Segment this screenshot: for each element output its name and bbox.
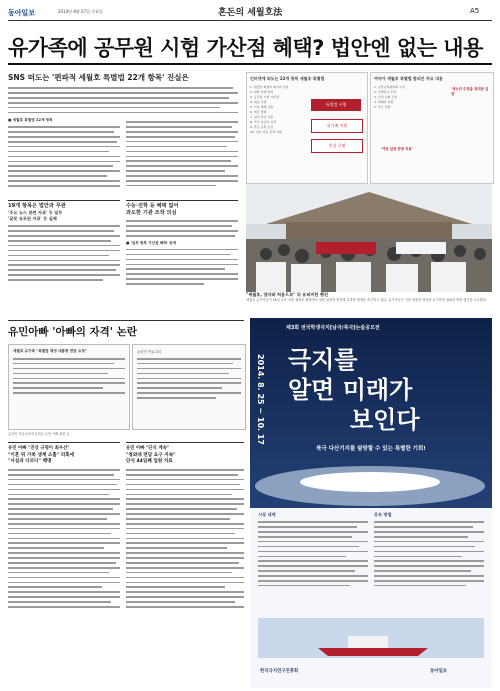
poster-apply-section — [374, 512, 484, 590]
list-item: 4. 의료 지원 — [250, 100, 267, 104]
issue-date: 2014년 8월 27일 수요일 — [58, 9, 103, 14]
photo-image — [246, 184, 492, 292]
subsection-left-sub: '주요 뉴스 관련 자료' 등 일부 '잘못 유포된 자료' 등 실체 — [8, 210, 63, 221]
poster-image-strip — [258, 618, 484, 658]
lower-left-sub: "이혼 뒤 가족 생계 소홀" 의혹에 "사실과 다르다" 해명 — [8, 453, 75, 465]
lower-right-heading: 유민 아빠 "단식 계속" — [126, 442, 244, 451]
subsection-left — [8, 200, 120, 284]
list-item: 2. 특별검사 추천 — [374, 90, 397, 94]
screenshot-box — [8, 344, 130, 430]
page-number: A5 — [470, 7, 480, 15]
infographic-note-2: '야당 입장 반영 자료' — [381, 147, 413, 151]
middle-heading: 유민아빠 '아빠의 자격' 논란 — [8, 326, 137, 338]
article-body-top — [8, 84, 238, 117]
lower-left-heading: 유민 아빠 "진상 규명이 최우선" — [8, 442, 120, 451]
poster-apply-heading: 응모 방법 — [374, 512, 392, 517]
list-item: 8. 국가 유공자 지정 — [250, 120, 277, 124]
box-title: ■ '일부 항목 가산점 혜택' 등에 — [126, 240, 177, 245]
poster-tagline: 북극 다산기지를 탐방할 수 있는 특별한 기회! — [316, 446, 426, 452]
list-item: 7. 심리 치료 지원 — [250, 115, 274, 119]
protest-photo — [246, 184, 492, 292]
section-title: 혼돈의 세월호法 — [218, 8, 283, 18]
lower-column-right — [126, 442, 244, 611]
list-item: 10. 치료 비용 전액 지원 — [250, 130, 282, 134]
list-item: 5. 가족 생계 지원 — [250, 105, 274, 109]
screenshot-caption: 온라인 커뮤니티에 올라온 유민 아빠 관련 글 — [8, 432, 70, 436]
middle-rule — [8, 320, 244, 321]
poster-title-1: 극지를 — [288, 345, 358, 374]
headline-rule — [8, 63, 492, 65]
newspaper-logo: 동아일보 — [8, 9, 36, 17]
infographic-note: '새누리 주장을 정리한 입장' — [451, 87, 489, 96]
poster-sponsor: 동아일보 — [430, 669, 447, 674]
main-headline: 유가족에 공무원 시험 가산점 혜택? 법안엔 없는 내용 — [8, 36, 483, 60]
poster-edition: 제3회 전국학생극지[남극/북극]논술공모전 — [286, 325, 380, 331]
infographic — [246, 72, 492, 182]
list-item: 3. 공무원 시험 가산점 — [250, 95, 279, 99]
photo-caption-title: "세월호, 엄마와 처음으로" 뒤 유의미한 행진 — [246, 292, 329, 297]
list-item: 3. 안전 사회 건설 — [374, 95, 398, 99]
list-item: 9. 추모 공원 조성 — [250, 125, 274, 129]
badge-3: 진상 규명 — [311, 139, 363, 153]
poster-organizer: 한국극지연구진흥회 — [260, 669, 299, 674]
photo-caption-text: 세월호 유가족들이 26일 오후 서울 광화문 광장에서 열린 집회에 참석해 특별법 제정을 촉구하고 있다. 유가족들은 이날 대통령 면담을 요구하며 청와대 방향 행진을 시도했다. — [246, 298, 487, 302]
essay-contest-ad — [250, 318, 492, 688]
poster-title-2: 알면 미래가 — [288, 375, 413, 404]
screenshot-title: 세월호 유가족 "특별법 제정 대통령 면담 요청" — [13, 349, 87, 353]
infographic-left-list — [250, 85, 308, 135]
masthead — [0, 0, 500, 36]
badge-1: 특별법 시행 — [311, 99, 361, 111]
infographic-left-title: 인터넷에 떠도는 22개 항목 세월호 특별법 — [250, 76, 325, 81]
poster-vertical-date: 2014. 8. 25 ~ 10. 17 — [256, 354, 265, 445]
poster-prize-section — [258, 512, 368, 590]
list-item: 6. 세금 면제 — [250, 110, 267, 114]
lower-column-left — [8, 442, 120, 611]
poster-prize-heading: 시상 내역 — [258, 512, 276, 517]
badge-2: 유가족 지원 — [311, 119, 363, 133]
list-item: 4. 피해자 지원 — [374, 100, 394, 104]
infographic-left-box — [246, 72, 368, 184]
list-item: 5. 추모 사업 — [374, 105, 391, 109]
infographic-right-box — [370, 72, 494, 184]
subsection-left-heading: 19개 항목은 법안과 무관 — [8, 200, 120, 210]
screenshot-site: 온라인 커뮤니티 — [137, 350, 162, 354]
section-mark: ■ 세월호 특별법 22개 항목 — [8, 118, 53, 122]
masthead-rule — [8, 20, 492, 21]
article-column-1 — [8, 118, 120, 190]
infographic-right-title: 여야가 세월호 특별법 합의안 주요 내용 — [374, 76, 443, 81]
article-subhead: SNS 떠도는 '편파적 세월호 특별법 22개 항목' 진실은 — [8, 73, 189, 82]
infographic-right-list — [374, 85, 444, 110]
poster-ship-image — [258, 618, 484, 658]
list-item: 2. 대학 특례 입학 — [250, 90, 274, 94]
poster-title-3: 보인다 — [350, 405, 420, 434]
photo-caption — [246, 292, 492, 303]
lower-right-sub: "청와대 면담 요구 지속" 단식 44일째 입원 치료 — [126, 453, 176, 465]
subsection-right-heading: 수능·진학 등 혜택 없어 과도한 기관 조작 의심 — [126, 200, 238, 217]
list-item: 1. 세월호 희생자 의사자 지정 — [250, 85, 289, 89]
subsection-right — [126, 200, 238, 288]
article-column-2 — [126, 118, 238, 190]
list-item: 1. 진상규명위원회 구성 — [374, 85, 405, 89]
screenshot-box-2 — [132, 344, 246, 430]
